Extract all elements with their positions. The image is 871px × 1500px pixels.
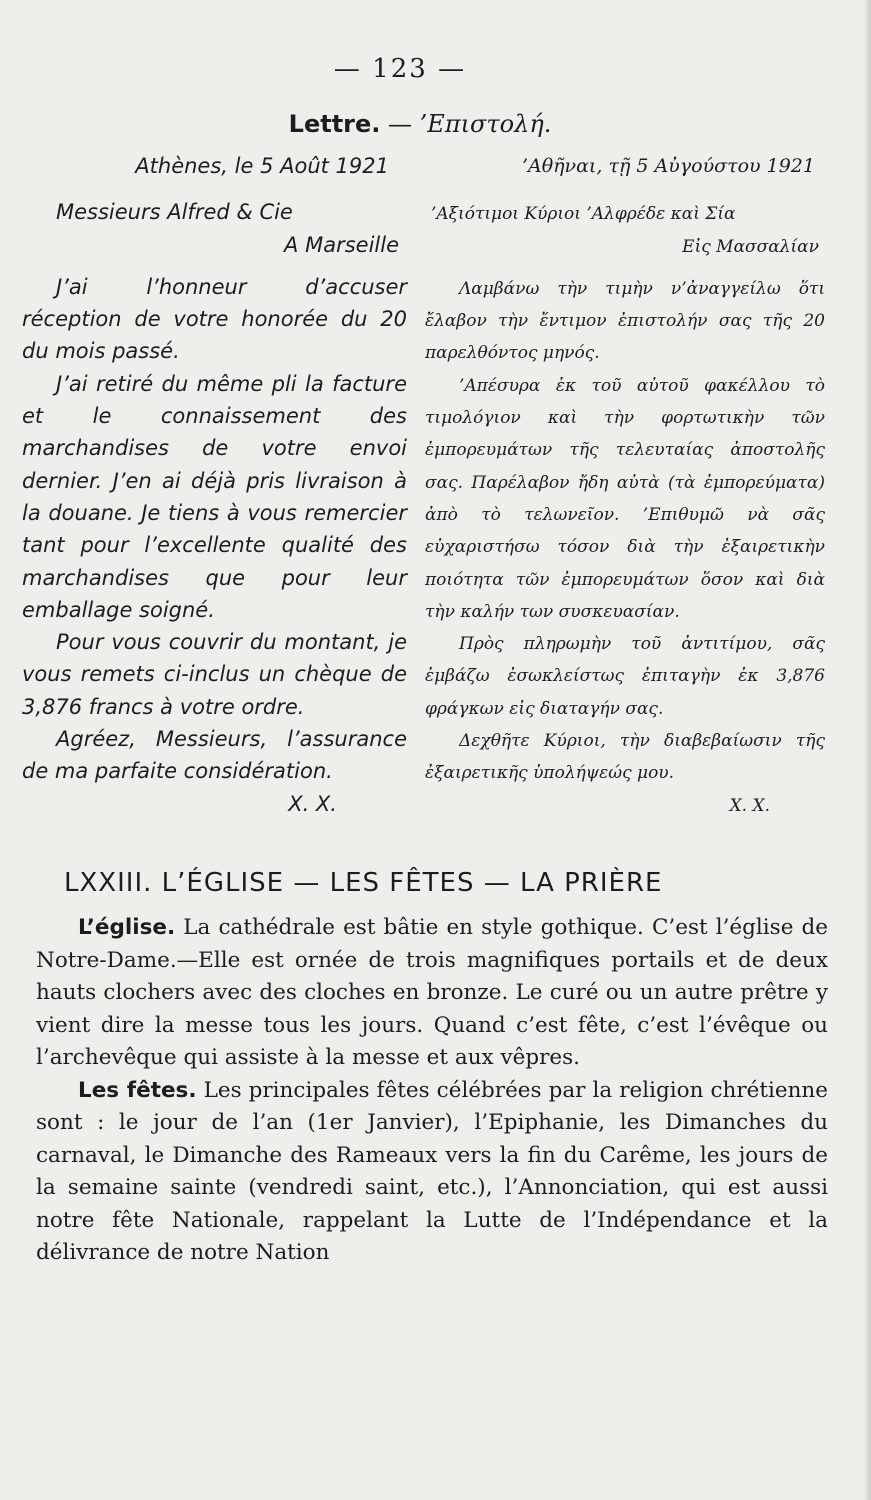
letter-heading-french: Lettre. [288,110,381,138]
letter-heading-greek: ’Επιστολή. [419,110,552,138]
french-letter-column [22,150,407,820]
greek-paragraph-3: Πρὸς πληρωμὴν τοῦ ἀντιτίμου, σᾶς ἐμβάζω ἐσωκλείστως ἐπιταγὴν ἐκ 3,876 φράγκων εἰς διαταγήν σας. [425,634,825,719]
french-addressee: Messieurs Alfred & Cie [56,200,293,225]
section-title: LXXIII. L’ÉGLISE — LES FÊTES — LA PRIÈRE [64,868,663,898]
greek-date: ’Αθῆναι, τῇ 5 Αὐγούστου 1921 [521,155,815,177]
greek-paragraph-4: Δεχθῆτε Κύριοι, τὴν διαβεβαίωσιν τῆς ἐξαιρετικῆς ὑπολήψεώς μου. [425,731,825,784]
fetes-text: Les principales fêtes célébrées par la religion chrétienne sont : le jour de l’an (1er Janvier), l’Epiphanie, les Dimanches du carnaval, le Dimanche des Rameaux vers la fin du Carême, les jours de la semaine sainte (vendredi saint, etc.), l’Annonciation, qui est aussi notre fête Nationale, rappelant la Lutte de l’Indépendance et la délivrance de notre Nation [36,1077,828,1265]
french-city: A Marseille [284,232,399,257]
eglise-text: La cathédrale est bâtie en style gothique. C’est l’église de Notre-Dame.—Elle est ornée de trois magnifiques portails et de deux hauts clochers avec des cloches en bronze. Le curé ou un autre prêtre y vient dire la messe tous les jours. Quand c’est fête, c’est l’évêque ou l’archevêque qui assiste à la messe et aux vêpres. [36,915,828,1070]
french-paragraph-3: Pour vous couvrir du montant, je vous remets ci-inclus un chèque de 3,876 francs à votre ordre. [22,630,407,719]
greek-paragraph-2: ’Απέσυρα ἐκ τοῦ αὐτοῦ φακέλλου τὸ τιμολόγιον καὶ τὴν φορτωτικὴν τῶν ἐμπορευμάτων τῆς τελευταίας ἀποστολῆς σας. Παρέλαβον ἤδη αὐτὰ (τὰ ἐμπορεύματα) ἀπὸ τὸ τελωνεῖον. ’Επιθυμῶ νὰ σᾶς εὐχαριστήσω τόσον διὰ τὴν ἐξαιρετικὴν ποιότητα τῶν ἐμπορευμάτων ὅσον καὶ διὰ τὴν καλήν των συσκευασίαν. [425,375,825,622]
greek-paragraph-1: Λαμβάνω τὴν τιμὴν ν’ἀναγγείλω ὅτι ἔλαβον τὴν ἔντιμον ἐπιστολήν σας τῆς 20 παρελθόντος μηνός. [425,278,825,364]
greek-letter-column [425,150,825,822]
letter-heading-separator: — [380,110,420,138]
french-date: Athènes, le 5 Août 1921 [135,154,389,178]
body-text [36,912,828,1270]
greek-signature: X. X. [729,795,770,816]
page-number: — 123 — [333,54,467,84]
greek-city: Εἰς Μασσαλίαν [682,236,819,257]
french-paragraph-1: J’ai l’honneur d’accuser réception de votre honorée du 20 du mois passé. [22,274,407,364]
fetes-lead: Les fêtes. [78,1077,197,1103]
french-paragraph-4: Agréez, Messieurs, l’assurance de ma parfaite considération. [22,727,407,784]
french-signature: X. X. [288,791,337,816]
letter-heading [0,110,840,138]
eglise-lead: L’église. [78,915,176,940]
page-edge-shadow [865,0,871,1500]
eglise-paragraph [36,912,828,1075]
fetes-paragraph [36,1075,828,1270]
french-paragraph-2: J’ai retiré du même pli la facture et le connaissement des marchandises de votre envoi dernier. J’en ai déjà pris livraison à la douane. Je tiens à vous remercier tant pour l’excellente qualité des marchandises que pour leur emballage soigné. [22,371,407,622]
greek-addressee: ’Αξιότιμοι Κύριοι ’Αλφρέδε καὶ Σία [431,204,736,225]
